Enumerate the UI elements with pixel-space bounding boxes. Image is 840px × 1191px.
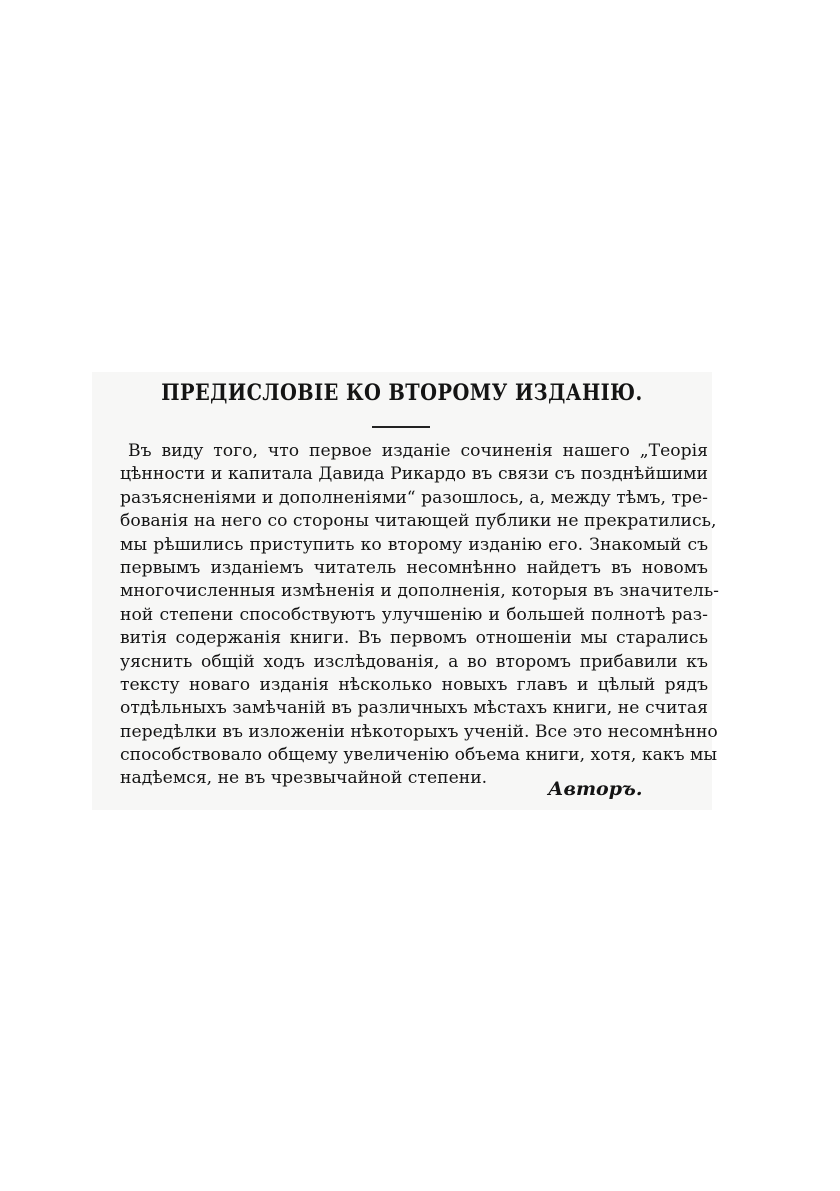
text-line: витія содержанія книги. Въ первомъ отношеніи мы старались bbox=[120, 628, 708, 649]
text-line: мы рѣшились приступить ко второму изданію его. Знакомый съ bbox=[120, 534, 708, 555]
text-line: уяснить общій ходъ изслѣдованія, а во второмъ прибавили къ bbox=[120, 651, 708, 672]
author-signature: Авторъ. bbox=[548, 778, 643, 800]
text-line: способствовало общему увеличенію объема книги, хотя, какъ мы bbox=[120, 745, 718, 766]
text-line: передѣлки въ изложеніи нѣкоторыхъ ученій. Все это несомнѣнно bbox=[120, 721, 718, 742]
text-line: тексту новаго изданія нѣсколько новыхъ главъ и цѣлый рядъ bbox=[120, 674, 708, 695]
title-divider bbox=[372, 426, 430, 428]
preface-body bbox=[120, 440, 719, 791]
page-title: ПРЕДИСЛОВІЕ КО ВТОРОМУ ИЗДАНІЮ. bbox=[161, 380, 643, 406]
text-line: многочисленныя измѣненія и дополненія, которыя въ значитель- bbox=[120, 581, 719, 602]
text-line: Въ виду того, что первое изданіе сочиненія нашего „Теорія bbox=[128, 441, 708, 461]
text-line: отдѣльныхъ замѣчаній въ различныхъ мѣстахъ книги, не считая bbox=[120, 698, 708, 719]
text-line: разъясненіями и дополненіями“ разошлось, а, между тѣмъ, тре- bbox=[120, 487, 708, 508]
text-line: бованія на него со стороны читающей публики не прекратились, bbox=[120, 511, 717, 532]
text-line: надѣемся, не въ чрезвычайной степени. bbox=[120, 768, 488, 789]
text-line: ной степени способствуютъ улучшенію и большей полнотѣ раз- bbox=[120, 604, 708, 625]
text-line: цѣнности и капитала Давида Рикардо въ связи съ позднѣйшими bbox=[120, 464, 708, 485]
text-line: первымъ изданіемъ читатель несомнѣнно найдетъ въ новомъ bbox=[120, 557, 708, 578]
